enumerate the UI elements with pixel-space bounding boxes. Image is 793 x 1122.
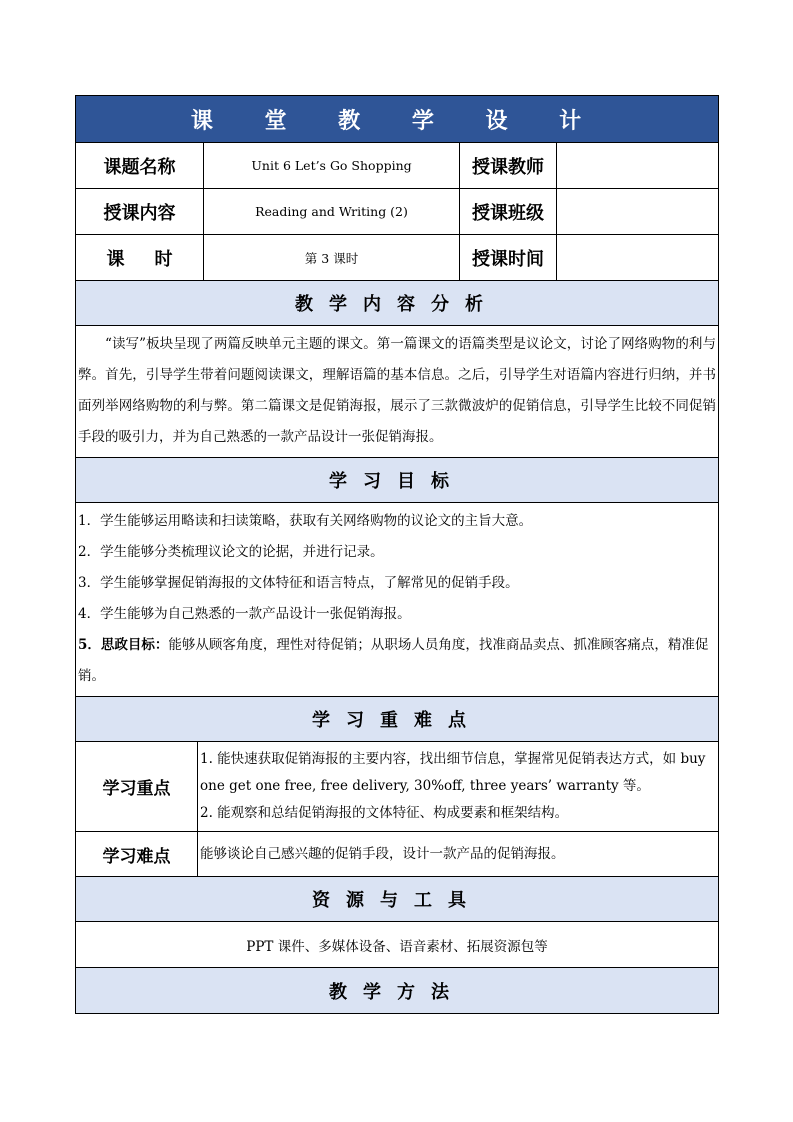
key-points-body [198,742,718,831]
objective-item-5-label: 5．思政目标： [78,637,169,653]
methods-heading: 教学方法 [76,968,718,1013]
objectives-list [76,503,718,696]
period-label-cell [76,235,204,280]
objectives-heading: 学习目标 [76,458,718,503]
teacher-label: 授课教师 [460,143,557,188]
content-value: Reading and Writing (2) [204,189,460,234]
teacher-value [557,143,718,188]
objective-item-5-text: 能够从顾客角度，理性对待促销；从职场人员角度，找准商品卖点、抓准顾客痛点，精准促销。 [78,637,709,684]
class-value [557,189,718,234]
info-row-period [76,235,718,281]
key-points-row [76,742,718,832]
key-points-label: 学习重点 [76,742,198,831]
key-point-item-1: 1. 能快速获取促销海报的主要内容，找出细节信息，掌握常见促销表达方式，如 buy one get one free, free delivery, 30%off, three years’ warranty 等。 [200,751,706,794]
resources-heading: 资源与工具 [76,877,718,922]
topic-label: 课题名称 [76,143,204,188]
info-row-topic [76,143,718,189]
objective-item-2: 2．学生能够分类梳理议论文的论据，并进行记录。 [78,544,384,560]
analysis-body [76,326,718,458]
class-label: 授课班级 [460,189,557,234]
topic-value: Unit 6 Let’s Go Shopping [204,143,460,188]
info-row-content [76,189,718,235]
objective-item-4: 4．学生能够为自己熟悉的一款产品设计一张促销海报。 [78,606,411,622]
difficulty-text: 能够谈论自己感兴趣的促销手段，设计一款产品的促销海报。 [200,845,565,862]
keypoints-heading: 学习重难点 [76,697,718,742]
period-value: 第 3 课时 [204,235,460,280]
lesson-plan-table [75,95,719,1014]
objective-item-3: 3．学生能够掌握促销海报的文体特征和语言特点，了解常见的促销手段。 [78,575,519,591]
resources-text: PPT 课件、多媒体设备、语音素材、拓展资源包等 [76,922,718,968]
key-point-item-2: 2. 能观察和总结促销海报的文体特征、构成要素和框架结构。 [200,805,569,821]
difficulty-label: 学习难点 [76,832,198,876]
analysis-text: “读写”板块呈现了两篇反映单元主题的课文。第一篇课文的语篇类型是议论文，讨论了网络购物的利与弊。首先，引导学生带着问题阅读课文，理解语篇的基本信息。之后，引导学生对语篇内容进行归纳，并书面列举网络购物的利与弊。第二篇课文是促销海报，展示了三款微波炉的促销信息，引导学生比较不同促销手段的吸引力，并为自己熟悉的一款产品设计一张促销海报。 [78,336,716,445]
difficulty-row [76,832,718,877]
page-title: 课 堂 教 学 设 计 [76,96,718,143]
content-label: 授课内容 [76,189,204,234]
time-label: 授课时间 [460,235,557,280]
objective-item-5 [78,630,716,692]
analysis-heading: 教学内容分析 [76,281,718,326]
time-value [557,235,718,280]
period-label: 课时 [106,248,203,270]
objectives-body [76,503,718,697]
objective-item-1: 1．学生能够运用略读和扫读策略，获取有关网络购物的议论文的主旨大意。 [78,513,533,529]
